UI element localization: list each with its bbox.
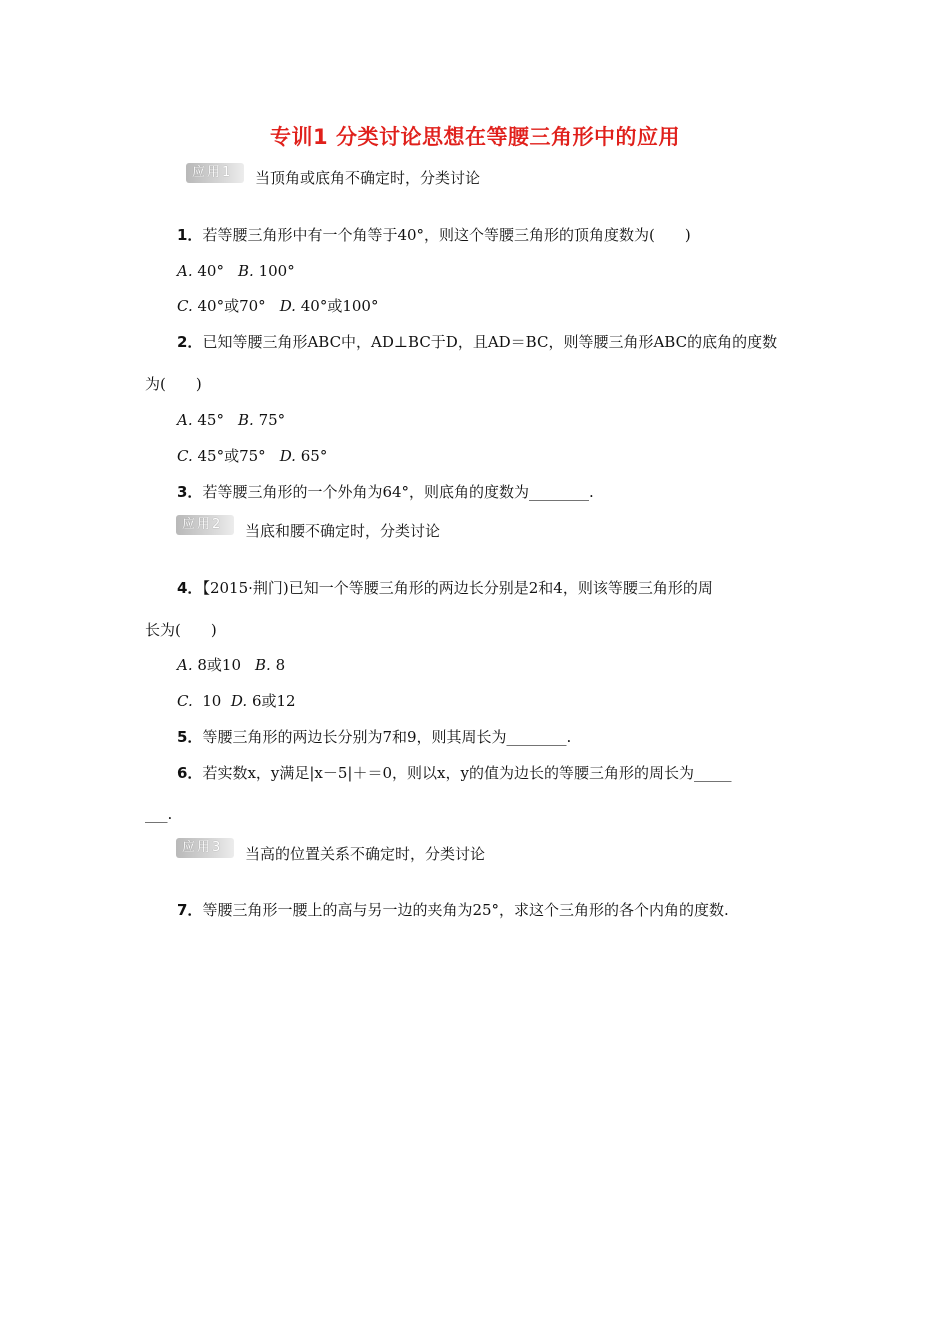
option-b: 75° (258, 411, 286, 429)
question-stem: 已知等腰三角形ABC中，AD⊥BC于D，且AD＝BC，则等腰三角形ABC的底角的度数 (202, 333, 778, 351)
option-a: 40° (197, 262, 224, 280)
option-label-a: A. (177, 262, 193, 280)
option-label-d: D. (279, 297, 296, 315)
question-4 (177, 578, 713, 598)
question-number: 3． (177, 483, 203, 501)
q1-options-cd (177, 296, 378, 316)
q4-options-cd (177, 691, 296, 711)
option-d: 65° (300, 447, 328, 465)
option-label-a: A. (177, 411, 193, 429)
question-stem: 等腰三角形一腰上的高与另一边的夹角为25°，求这个三角形的各个内角的度数. (202, 901, 729, 919)
option-c: 10 (202, 692, 222, 710)
option-label-d: D. (230, 692, 248, 710)
option-d: 40°或100° (300, 297, 379, 315)
section-heading-3: 当高的位置关系不确定时，分类讨论 (245, 845, 486, 863)
option-c: 40°或70° (197, 297, 266, 315)
section-badge-3: 应用3 (176, 838, 234, 858)
question-number: 4． (177, 579, 203, 597)
question-5 (177, 727, 571, 747)
option-label-c: C. (177, 447, 193, 465)
question-4-cont: 长为( ) (145, 621, 217, 639)
question-stem: 等腰三角形的两边长分别为7和9，则其周长为________. (202, 728, 572, 746)
question-2 (177, 332, 777, 352)
question-number: 5． (177, 728, 203, 746)
option-label-d: D. (279, 447, 296, 465)
option-c: 45°或75° (197, 447, 266, 465)
question-stem: 【2015·荆门)已知一个等腰三角形的两边长分别是2和4，则该等腰三角形的周 (202, 579, 713, 597)
section-badge-1: 应用1 (186, 163, 244, 183)
question-stem: 若等腰三角形的一个外角为64°，则底角的度数为________. (202, 483, 594, 501)
question-number: 7． (177, 901, 203, 919)
option-label-c: C. (177, 692, 193, 710)
option-label-b: B. (255, 656, 271, 674)
question-6-cont: ___. (145, 805, 173, 823)
option-label-b: B. (237, 411, 254, 429)
question-6 (177, 763, 731, 783)
q2-options-cd (177, 446, 327, 466)
section-heading-2: 当底和腰不确定时，分类讨论 (245, 522, 441, 540)
option-a: 45° (197, 411, 224, 429)
q1-options-ab (177, 261, 295, 281)
question-7 (177, 900, 729, 920)
page-title: 专训1 分类讨论思想在等腰三角形中的应用 (270, 125, 680, 149)
question-3 (177, 482, 594, 502)
option-label-c: C. (177, 297, 193, 315)
section-badge-2: 应用2 (176, 515, 234, 535)
question-1 (177, 225, 691, 245)
option-a: 8或10 (197, 656, 242, 674)
question-number: 2． (177, 333, 203, 351)
question-2-cont: 为( ) (145, 375, 202, 393)
question-stem: 若等腰三角形中有一个角等于40°，则这个等腰三角形的顶角度数为( ) (202, 226, 691, 244)
question-number: 1． (177, 226, 203, 244)
option-b: 100° (258, 262, 295, 280)
q2-options-ab (177, 410, 285, 430)
option-label-a: A. (177, 656, 193, 674)
q4-options-ab (177, 655, 285, 675)
section-heading-1: 当顶角或底角不确定时，分类讨论 (255, 169, 481, 187)
option-label-b: B. (237, 262, 254, 280)
option-b: 8 (275, 656, 286, 674)
option-d: 6或12 (251, 692, 296, 710)
question-stem: 若实数x，y满足|x－5|＋＝0，则以x，y的值为边长的等腰三角形的周长为_____ (202, 764, 732, 782)
question-number: 6． (177, 764, 203, 782)
